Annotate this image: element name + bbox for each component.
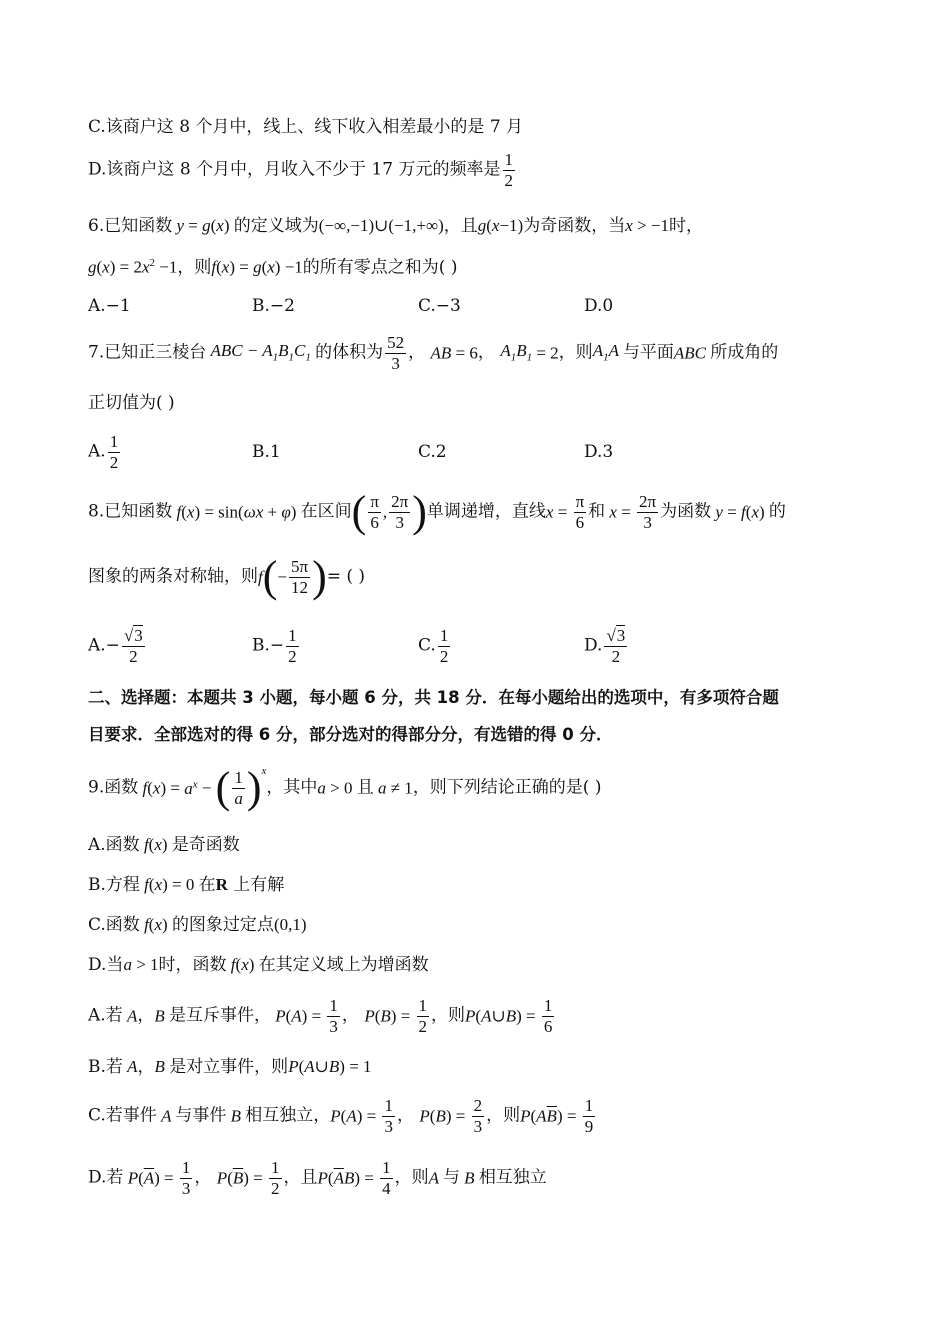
- q6-stem-line2: $g(x) = 2x^2 -1$，则f(x) = g(x) −1的所有零点之和为( ): [88, 257, 458, 278]
- q9-option-a: A.函数 f(x) 是奇函数: [88, 835, 240, 855]
- q7-option-b: B.1: [252, 442, 281, 462]
- q8-stem-line2: 图象的两条对称轴，则f(− $\frac{5\pi}{12}$ )= ( ): [88, 552, 366, 601]
- q9-option-b: B.方程 f(x) = 0 在R 上有解: [88, 875, 285, 895]
- q7-option-a: A. $\frac{1}{2}$: [88, 432, 119, 472]
- q7-option-c: C.2: [418, 442, 447, 462]
- q8-option-b: B.− $\frac{1}{2}$: [252, 626, 297, 666]
- q8-option-d: D. $\frac{√3}{2}$: [584, 626, 626, 666]
- q9-stem: 9.函数 $f(x) = a^x$ − ( $\frac{1}{a}$ )$^x$，其中a > 0 且 a ≠ 1，则下列结论正确的是( ): [88, 763, 602, 812]
- q6-option-b: B.−2: [252, 296, 295, 316]
- q8-option-a: A.− $\frac{√3}{2}$: [88, 626, 143, 666]
- q10-option-b: B.若 A，B 是对立事件，则P(A∪B) = 1: [88, 1057, 372, 1077]
- fraction: $\frac{1}{2}$: [504, 150, 513, 190]
- section2-heading-line2: 目要求．全部选对的得 6 分，部分选对的得部分分，有选错的得 0 分．: [88, 725, 613, 744]
- q10-option-a: A.若 A，B 是互斥事件， P(A) = $\frac{1}{3}$ ， P(B) = $\frac{1}{2}$ ，则P(A∪B) = $\frac{1}{6}$: [88, 996, 553, 1036]
- q10-option-c: C.若事件 A 与事件 B 相互独立，P(A) = $\frac{1}{3}$ ， P(B) = $\frac{2}{3}$ ，则$P(A\overline{B})$ = $\frac{1}{9}$: [88, 1096, 594, 1136]
- q10-option-d: D.若 $P(\overline{A})$ = $\frac{1}{3}$ ， $P(\overline{B})$ = $\frac{1}{2}$ ，且$P(\overline{A}B)$ = $\frac{1}{4}$ ，则A 与 B 相互独立: [88, 1158, 547, 1198]
- q8-option-c: C. $\frac{1}{2}$: [418, 626, 449, 666]
- q6-option-c: C.−3: [418, 296, 461, 316]
- q7-stem-line1: 7.已知正三棱台 ABC − $A_1B_1C_1$ 的体积为 $\frac{52}{3}$ ， AB = 6， $A_1B_1 = 2$，则$A_1A$ 与平面ABC 所成角的: [88, 333, 779, 373]
- q5-option-d: D.该商户这 8 个月中，月收入不少于 17 万元的频率是 $\frac{1}{2}$: [88, 150, 513, 190]
- q9-option-d: D.当a > 1时，函数 f(x) 在其定义域上为增函数: [88, 955, 429, 975]
- q8-stem-line1: 8.已知函数 f(x) = sin(ωx + φ) 在区间( $\frac{\pi}{6}$ , $\frac{2\pi}{3}$ )单调递增，直线x = $\frac{\pi}{6}$ 和 x = $\frac{2\pi}{3}$ 为函数 y = f(x) 的: [88, 487, 786, 536]
- q9-option-c: C.函数 f(x) 的图象过定点(0,1): [88, 915, 307, 935]
- q7-option-d: D.3: [584, 442, 614, 462]
- q6-option-a: A.−1: [88, 296, 131, 316]
- q6-stem-line1: 6.已知函数 y = g(x) 的定义域为(−∞,−1)∪(−1,+∞)，且g(x−1)为奇函数，当x > −1时，: [88, 216, 703, 236]
- section2-heading-line1: 二、选择题：本题共 3 小题，每小题 6 分，共 18 分．在每小题给出的选项中，有多项符合题: [88, 688, 779, 707]
- q5-option-c: C.该商户这 8 个月中，线上、线下收入相差最小的是 7 月: [88, 117, 524, 137]
- fraction: $\frac{1}{2}$: [109, 432, 119, 472]
- q6-option-d: D.0: [584, 296, 614, 316]
- q7-stem-line2: 正切值为( ): [88, 393, 175, 413]
- fraction: $\frac{52}{3}$: [387, 333, 405, 373]
